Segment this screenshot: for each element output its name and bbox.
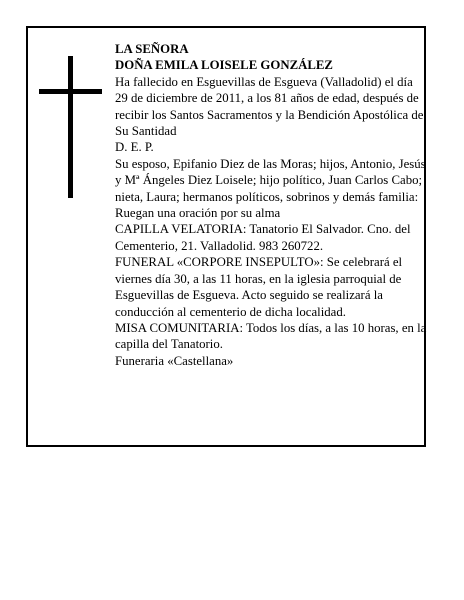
death-paragraph: Ha fallecido en Esguevillas de Esgueva (Valladolid) el día 29 de diciembre de 2011, a los 81 años de edad, después de recibir los Santos Sacramentos y la Bendición Apostólica de Su Santidad [115, 74, 424, 139]
chapel-paragraph: CAPILLA VELATORIA: Tanatorio El Salvador. Cno. del Cementerio, 21. Valladolid. 983 260722. [115, 222, 411, 253]
deceased-name: DOÑA EMILA LOISELE GONZÁLEZ [115, 58, 333, 73]
cross-horizontal-bar [39, 89, 102, 94]
notice-text [115, 41, 427, 369]
funeral-home: Funeraria «Castellana» [115, 353, 234, 368]
notice-heading: LA SEÑORA [115, 42, 189, 56]
funeral-paragraph: FUNERAL «CORPORE INSEPULTO»: Se celebrará el viernes día 30, a las 11 horas, en la iglesia parroquial de Esguevillas de Esgueva. Acto seguido se realizará la conducción al cementerio de dicha localidad. [115, 255, 403, 319]
obituary-notice [26, 26, 426, 447]
mass-paragraph: MISA COMUNITARIA: Todos los días, a las 10 horas, en la capilla del Tanatorio. [115, 320, 427, 352]
prayer-request: Ruegan una oración por su alma [115, 206, 281, 221]
cross-vertical-bar [68, 56, 73, 198]
family-paragraph: Su esposo, Epifanio Diez de las Moras; hijos, Antonio, Jesús y Mª Ángeles Diez Loisele; hijo político, Juan Carlos Cabo; nieta, Laura; hermanos políticos, sobrinos y demás familia: [115, 156, 426, 204]
rip-line: D. E. P. [115, 140, 154, 155]
